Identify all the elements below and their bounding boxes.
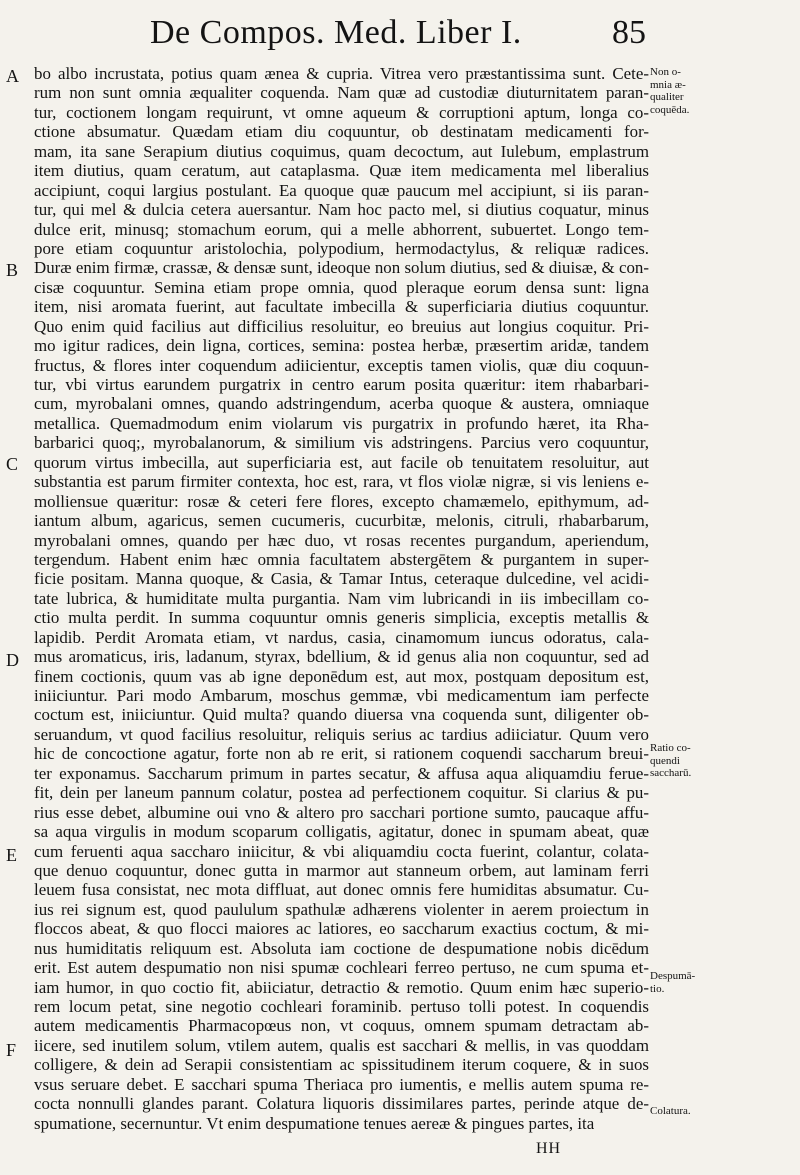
text-line: autem medicamentis Pharmacopœus non, vt coquus, omnem spumam detractam ab- bbox=[34, 1016, 649, 1036]
text-line: barbarici quoq;, myrobalanorum, & similium vis adstringens. Parcius vero coquuntur, bbox=[34, 433, 649, 453]
text-line: coctum est, iniiciuntur. Quid multa? quando diuersa vna coquenda sunt, diligenter ob- bbox=[34, 705, 649, 725]
text-line: mus aromaticus, iris, ladanum, styrax, bdellium, & id genus alia non coquuntur, sed ad bbox=[34, 647, 649, 667]
text-line: iniiciuntur. Pari modo Ambarum, moschus gemmæ, vbi medicamentum iam perfecte bbox=[34, 686, 649, 705]
text-line: colligere, & dein ad Serapii consistentiam ac spissitudinem iterum coquere, & in suos bbox=[34, 1055, 649, 1075]
text-line: hic de concoctione agatur, forte non ab re erit, si rationem coquendi saccharum breui- bbox=[34, 744, 649, 764]
text-line: que denuo coquuntur, donec gutta in marmor aut stanneum orbem, aut laminam ferri bbox=[34, 860, 649, 880]
section-letter-d: D bbox=[6, 650, 19, 670]
text-line: tate lubrica, & humiditate multa purgantia. Nam vim lubricandi in iis imbecillam co- bbox=[34, 588, 649, 608]
section-letter-e: E bbox=[6, 845, 17, 865]
text-line: seruandum, vt quod facilius resoluitur, reliquis serius ac tardius adiiciatur. Quum vero bbox=[34, 724, 649, 744]
section-letter-b: B bbox=[6, 260, 19, 280]
text-line: bo albo incrustata, potius quam ænea & cupria. Vitrea vero præstantissima sunt. Cete- bbox=[34, 64, 649, 83]
text-line: item diutius, quam ceratum, aut cataplasma. Quæ item medicamenta mel liberalius bbox=[34, 161, 649, 181]
text-line: cum feruenti aqua saccharo iniicitur, & vbi aliquamdiu cocta fuerint, colantur, colata- bbox=[34, 841, 649, 861]
margin-note-saccharum: Ratio co- quendi saccharū. bbox=[650, 742, 692, 779]
text-line: Quo enim quid facilius aut difficilius resoluitur, eo breuius aut longius coquitur. Pri- bbox=[34, 316, 649, 336]
text-line: leuem fusa consistat, nec mota diffluat, aut donec omnis fere humiditas absumatur. Cu- bbox=[34, 880, 649, 900]
text-line: finem coctionis, quum vas ab igne deponēdum est, aut mox, postquam depositum est, bbox=[34, 666, 649, 686]
text-line: fit, dein per laneum pannum colatur, postea ad perfectionem coquitur. Si clarius & pu- bbox=[34, 783, 649, 803]
text-line: tur, qui mel & dulcia cetera auersantur. Nam hoc pacto mel, si diutius coquatur, minus bbox=[34, 200, 649, 220]
text-line: fructus, & flores inter coquendum adiicientur, exceptis tamen violis, quæ diu coquun- bbox=[34, 355, 649, 375]
text-line: tur, vbi virtus earundem purgatrix in centro earum posita quæritur: item rhabarbari- bbox=[34, 375, 649, 394]
text-line: ctione absumatur. Quædam etiam diu coquuntur, ob destinatam medicamenti for- bbox=[34, 122, 649, 142]
text-line: item, nisi aromata fuerint, aut facultate imbecilla & superficiaria diutius coquuntur. bbox=[34, 297, 649, 317]
text-line: ius rei signum est, quod paululum spathulæ adhærens violenter in aerem proiectum in bbox=[34, 899, 649, 919]
text-line: nus humiditatis reliquum est. Absoluta iam coctione de despumatione nobis dicēdum bbox=[34, 938, 649, 958]
margin-note-despumatio: Despumā- tio. bbox=[650, 970, 696, 995]
text-line: dulce erit, minusq; stomachum eorum, qui a melle abhorrent, subuertet. Longo tem- bbox=[34, 219, 649, 239]
page-number: 85 bbox=[612, 14, 646, 51]
text-line: iantum album, agaricus, semen cucumeris, cucurbitæ, melonis, citruli, rhabarbarum, bbox=[34, 511, 649, 531]
text-line: spumatione, secernuntur. Vt enim despumatione tenues aereæ & pingues partes, ita bbox=[34, 1113, 595, 1133]
text-line: iam humor, in quo coctio fit, abiiciatur, detractio & remotio. Quum enim hæc superio- bbox=[34, 977, 649, 997]
margin-note-coquenda: Non o- mnia æ- qualiter coquēda. bbox=[650, 66, 690, 116]
running-head: De Compos. Med. Liber I. bbox=[150, 14, 522, 51]
text-line: rum non sunt omnia æqualiter coquenda. Nam quæ ad custodiæ diuturnitatem paran- bbox=[34, 83, 649, 103]
section-letter-c: C bbox=[6, 454, 19, 474]
text-line: mam, ita sane Serapium diutius coquimus, quam decoctum, aut Iulebum, emplastrum bbox=[34, 141, 649, 161]
text-line: ter exponamus. Saccharum primum in partes secatur, & affusa aqua aliquamdiu ferue- bbox=[34, 763, 649, 783]
text-line: sa aqua virgulis in modum scoparum colligatis, agitatur, donec in spumam abeat, quæ bbox=[34, 822, 649, 842]
body-text bbox=[34, 64, 649, 1133]
text-line: quorum virtus imbecilla, aut superficiaria est, aut facile ob tenuitatem resoluitur, aut bbox=[34, 452, 649, 472]
text-line: accipiunt, coqui largius postulant. Ea quoque quæ paucum mel accipiunt, si iis paran- bbox=[34, 180, 649, 200]
text-line: cisæ coquuntur. Semina etiam prope omnia, quod pleraque eorum densa sunt: ligna bbox=[34, 277, 649, 297]
text-line: rem locum petat, sine negotio cochleari foraminib. pertuso tolli potest. In coquendis bbox=[34, 997, 649, 1016]
text-line: cum, myrobalani omnes, quando adstringendum, acerba quoque & austera, omniaque bbox=[34, 394, 649, 414]
text-line: floccos abeat, & quo flocci maiores ac latiores, eo saccharum exactius coctum, & mi- bbox=[34, 919, 649, 939]
text-line: myrobalani omnes, quando per hæc duo, vt rosas recentes purgandum, aperiendum, bbox=[34, 530, 649, 550]
text-line: Duræ enim firmæ, crassæ, & densæ sunt, ideoque non solum diutius, sed & diuisæ, & con- bbox=[34, 258, 649, 278]
text-line: metallica. Quemadmodum enim violarum vis purgatrix in profundo hæret, ita Rha- bbox=[34, 413, 649, 433]
text-line: mo igitur radices, dein ligna, cortices, semina: postea herbæ, præsertim aridæ, tandem bbox=[34, 336, 649, 356]
text-line: rius esse debet, albumine oui vno & altero pro sacchari portione sumto, paucaque affu- bbox=[34, 802, 649, 822]
text-line: tergendum. Habent enim hæc omnia facultatem abstergētem & purgantem in super- bbox=[34, 549, 649, 569]
text-line: vsus seruare debet. E sacchari spuma Theriaca pro iumentis, e mellis autem spuma re- bbox=[34, 1074, 649, 1094]
margin-note-colatura: Colatura. bbox=[650, 1105, 691, 1117]
text-line: ctio multa perdit. In summa coquuntur omnis generis simplicia, exceptis metallis & bbox=[34, 608, 649, 628]
text-line: lapidib. Perdit Aromata etiam, vt nardus, casia, cinamomum iuncus odoratus, cala- bbox=[34, 627, 649, 647]
text-line: substantia est parum firmiter contexta, hoc est, rara, vt flos violæ nigræ, si vis leniens e- bbox=[34, 472, 649, 492]
section-letter-f: F bbox=[6, 1040, 17, 1060]
signature-mark: HH bbox=[536, 1140, 562, 1157]
text-line: cocta nonnulli glandes parant. Colatura liquoris dissimilares partes, perinde atque de- bbox=[34, 1094, 649, 1114]
text-line: iicere, sed inutilem solum, vtilem autem, qualis est sacchari & mellis, in vas quoddam bbox=[34, 1035, 649, 1055]
section-letter-a: A bbox=[6, 66, 19, 86]
text-line: molliensue quæritur: rosæ & ceteri fere flores, excepto chamæmelo, epithymum, ad- bbox=[34, 491, 649, 511]
text-line: ficie positam. Manna quoque, & Casia, & Tamar Intus, ceteraque dulcedine, vel acidi- bbox=[34, 569, 649, 589]
text-line: erit. Est autem despumatio non nisi spumæ cochleari ferreo pertuso, ne cum spuma et- bbox=[34, 958, 649, 978]
text-line: tur, coctionem longam requirunt, vt omne aqueum & corruptioni aptum, longa co- bbox=[34, 102, 649, 122]
text-line: pore etiam coquuntur aristolochia, polypodium, hermodactylus, & reliquæ radices. bbox=[34, 238, 649, 258]
